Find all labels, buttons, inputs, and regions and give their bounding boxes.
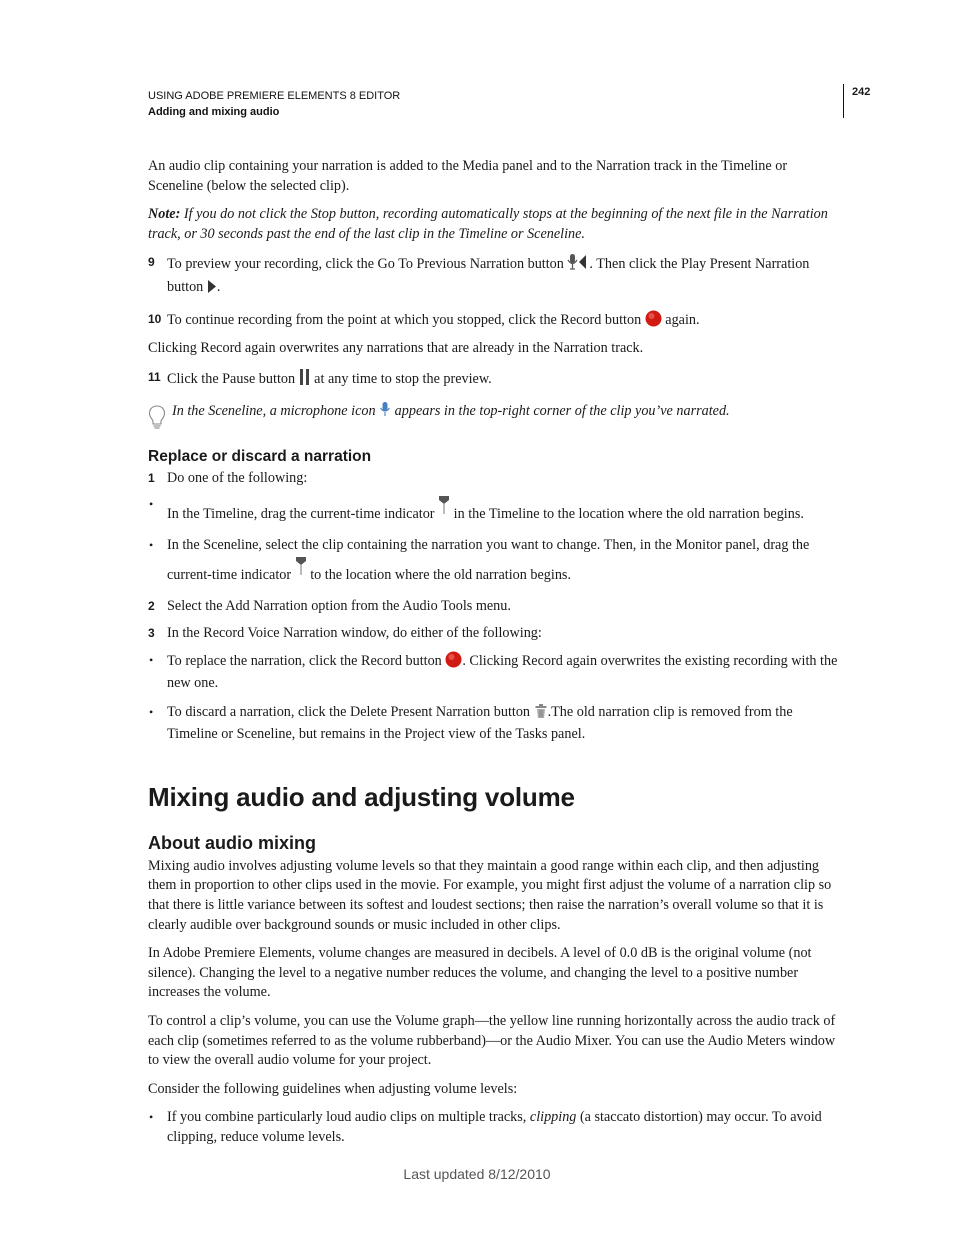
bullet-text: . Clicking Record again overwrites the existing recording with the new one. <box>167 652 838 692</box>
trash-icon <box>534 703 548 726</box>
step-number: 9 <box>148 255 155 270</box>
step-text: again. <box>661 311 700 328</box>
tip-paragraph <box>148 401 840 425</box>
mixing-paragraph-1: Mixing audio involves adjusting volume levels so that they maintain a good range within each clip, and then adjusting them in proportion to other clips used in the movie. For example, you might first adjust the volume of a narration clip so that there is little variance between its softest and loudest sections; then raise the narration’s overall volume so that it is clearly audible over background sounds or music included in other clips. <box>148 857 832 933</box>
tip-text: In the Sceneline, a microphone icon <box>172 403 380 420</box>
lightbulb-icon <box>148 405 166 438</box>
step-text: In the Record Voice Narration window, do either of the following: <box>167 624 542 641</box>
replace-step-3 <box>148 624 840 644</box>
mixing-paragraph-4: Consider the following guidelines when adjusting volume levels: <box>148 1080 518 1097</box>
footer-updated: Last updated 8/12/2010 <box>403 1166 551 1182</box>
bullet-replace <box>148 651 840 694</box>
bullet-text: If you combine particularly loud audio clips on multiple tracks, <box>167 1109 530 1126</box>
bullet-text: (a staccato distortion) may occur. To avoid clipping, reduce volume levels. <box>167 1109 822 1145</box>
step-11 <box>148 368 840 393</box>
bullet-text: to the location where the old narration begins. <box>306 566 572 583</box>
about-mixing-heading: About audio mixing <box>148 832 316 853</box>
step-text: . <box>216 278 221 295</box>
record-icon <box>445 651 462 675</box>
step-number: 2 <box>148 599 155 614</box>
bullet-clipping <box>148 1108 840 1147</box>
page-number: 242 <box>852 86 871 98</box>
replace-heading: Replace or discard a narration <box>148 447 372 465</box>
go-to-previous-narration-icon <box>567 253 589 278</box>
step-number: 3 <box>148 625 155 640</box>
bullet-text: To replace the narration, click the Record button <box>167 652 446 669</box>
replace-step-1 <box>148 469 840 489</box>
page-body <box>148 157 840 1148</box>
bullet-sceneline <box>148 536 840 588</box>
step-number: 11 <box>148 369 161 384</box>
mixing-heading: Mixing audio and adjusting volume <box>148 781 575 812</box>
header-divider <box>843 84 844 118</box>
pause-icon <box>299 368 311 393</box>
current-time-indicator-icon <box>438 495 450 528</box>
bullet-text: To discard a narration, click the Delete Present Narration button <box>167 703 534 720</box>
bullet-text: in the Timeline to the location where the old narration begins. <box>450 505 804 522</box>
current-time-indicator-icon <box>295 556 307 589</box>
bullet-text: In the Sceneline, select the clip containing the narration you want to change. Then, in the Monitor panel, drag the current-time indicator <box>167 537 810 583</box>
clipping-term: clipping <box>529 1109 577 1126</box>
step-text: Do one of the following: <box>167 469 308 486</box>
mixing-paragraph-2: In Adobe Premiere Elements, volume changes are measured in decibels. A level of 0.0 dB is the original volume (not silence). Changing the level to a negative number reduces the volume, and changing the level to a positive number increases the volume. <box>148 945 812 1001</box>
step-number: 10 <box>148 311 162 326</box>
bullet-text: In the Timeline, drag the current-time indicator <box>167 505 439 522</box>
bullet-text: .The old narration clip is removed from the Timeline or Sceneline, but remains in the Project view of the Tasks panel. <box>167 703 793 743</box>
note-paragraph <box>148 205 840 244</box>
step-text: To continue recording from the point at which you stopped, click the Record button <box>167 311 645 328</box>
step-number: 1 <box>148 470 155 485</box>
record-icon <box>645 310 662 334</box>
step-text: To preview your recording, click the Go To Previous Narration button <box>167 256 568 273</box>
step-text: . Then click the Play Present Narration button <box>167 256 810 295</box>
mixing-paragraph-3: To control a clip’s volume, you can use the Volume graph—the yellow line running horizontally across the audio track of each clip (sometimes referred to as the volume rubberband)—or the Audio Mixer. You can use the Audio Meters window to view the overall audio volume for your project. <box>148 1013 836 1069</box>
play-icon <box>207 279 217 301</box>
step-text: Select the Add Narration option from the Audio Tools menu. <box>167 598 511 615</box>
bullet-timeline <box>148 495 840 528</box>
microphone-icon <box>379 401 391 425</box>
clicking-record-paragraph: Clicking Record again overwrites any narrations that are already in the Narration track. <box>148 340 644 357</box>
book-title: USING ADOBE PREMIERE ELEMENTS 8 EDITOR <box>148 90 401 102</box>
tip-text: appears in the top-right corner of the clip you’ve narrated. <box>391 403 730 420</box>
step-text: Click the Pause button <box>167 370 299 387</box>
replace-step-2 <box>148 597 840 617</box>
note-label: Note: <box>148 206 181 223</box>
running-header <box>148 88 400 120</box>
intro-paragraph: An audio clip containing your narration is added to the Media panel and to the Narration track in the Timeline or Sceneline (below the selected clip). <box>148 158 788 194</box>
bullet-discard <box>148 703 840 745</box>
section-title: Adding and mixing audio <box>148 106 280 118</box>
step-text: at any time to stop the preview. <box>310 370 492 387</box>
note-text: If you do not click the Stop button, recording automatically stops at the beginning of the next file in the Narration track, or 30 seconds past the end of the last clip in the Timeline or Sceneline. <box>148 206 828 242</box>
step-10 <box>148 310 840 334</box>
step-9 <box>148 253 840 300</box>
